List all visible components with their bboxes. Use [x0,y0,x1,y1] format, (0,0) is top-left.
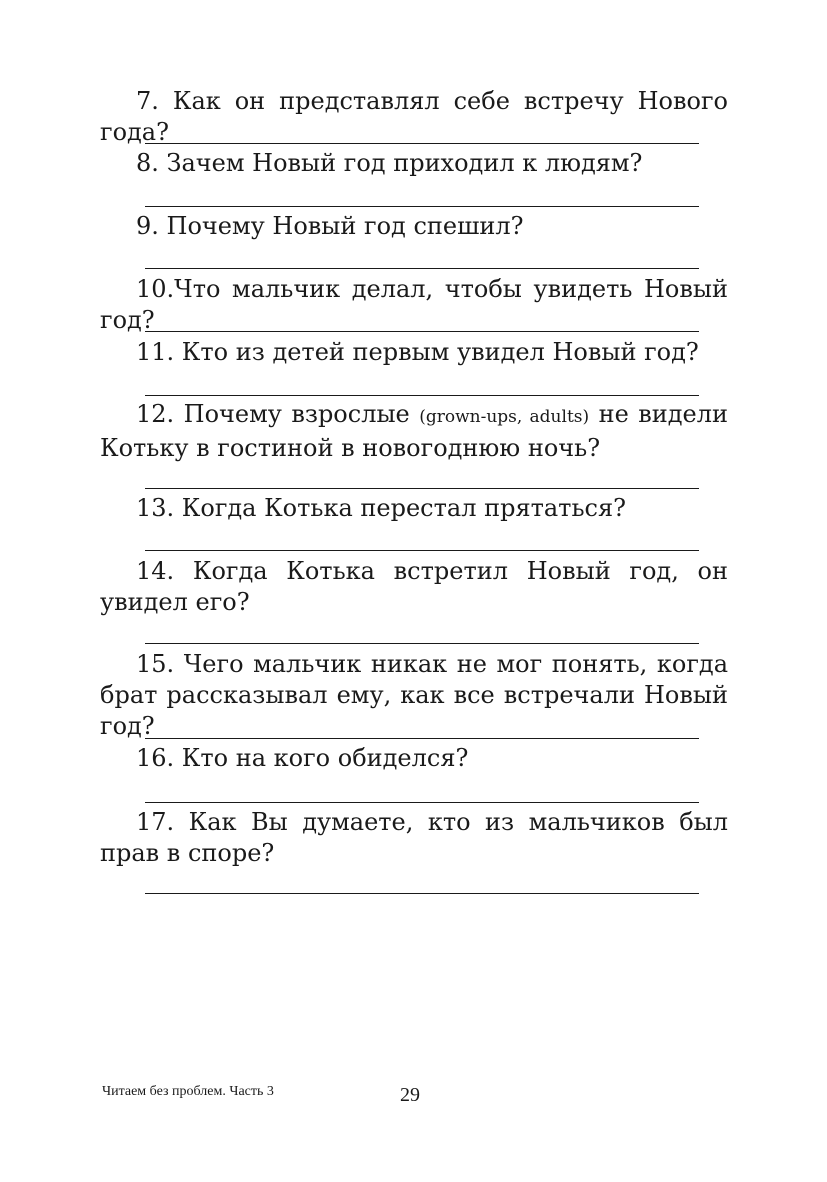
answer-line-11[interactable] [145,395,699,396]
answer-line-17[interactable] [145,893,699,894]
question-15: 15. Чего мальчик никак не мог понять, когда брат рассказывал ему, как все встречали Новый год? [100,650,728,740]
question-16: 16. Кто на кого обиделся? [136,744,469,772]
answer-line-7[interactable] [145,143,699,144]
answer-line-12[interactable] [145,488,699,489]
question-11: 11. Кто из детей первым увидел Новый год? [136,338,699,366]
answer-line-14[interactable] [145,643,699,644]
answer-line-10[interactable] [145,331,699,332]
question-8: 8. Зачем Новый год приходил к людям? [136,149,643,177]
answer-line-8[interactable] [145,206,699,207]
answer-line-13[interactable] [145,550,699,551]
answer-line-9[interactable] [145,268,699,269]
question-12-end: не видели Котьку в гостиной в новогоднюю ночь? [100,400,729,462]
question-10: 10.Что мальчик делал, чтобы увидеть Новый год? [100,275,728,334]
page-number: 29 [400,1084,420,1106]
question-7: 7. Как он представлял себе встречу Нового года? [100,87,728,146]
question-17: 17. Как Вы думаете, кто из мальчиков был прав в споре? [100,808,728,867]
question-14: 14. Когда Котька встретил Новый год, он увидел его? [100,557,728,616]
question-13: 13. Когда Котька перестал прятаться? [136,494,626,522]
question-12-note: (grown-ups, adults) [419,407,590,427]
question-9: 9. Почему Новый год спешил? [136,212,524,240]
answer-line-15[interactable] [145,738,699,739]
question-12-start: 12. Почему взрослые [136,400,420,428]
question-12 [100,399,728,464]
footer-book-title: Читаем без проблем. Часть 3 [102,1084,274,1099]
answer-line-16[interactable] [145,802,699,803]
